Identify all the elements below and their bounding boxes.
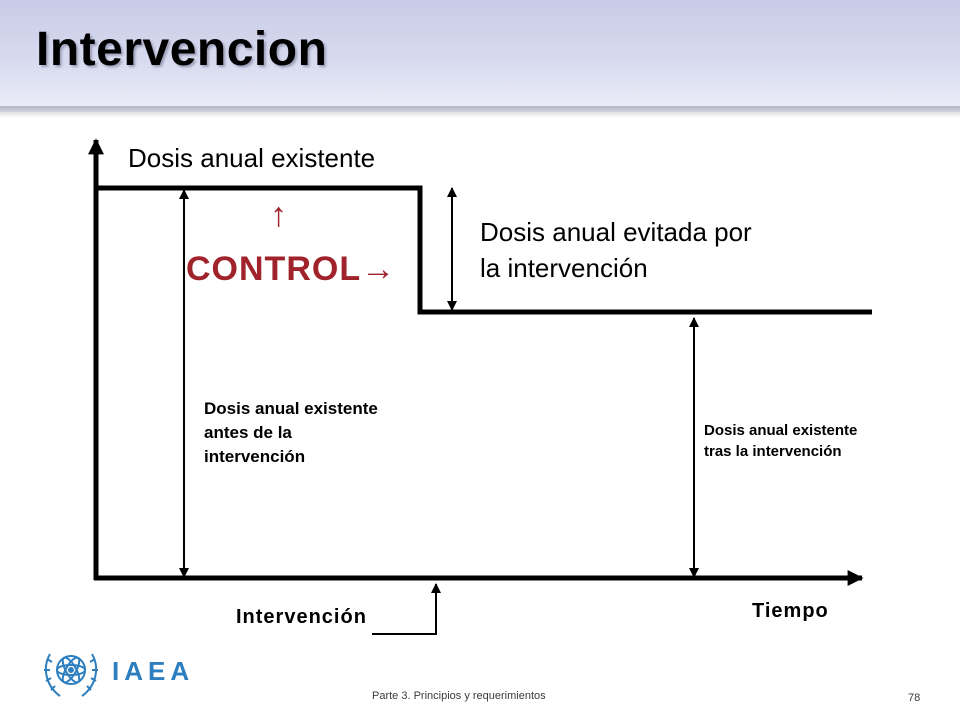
intervention-label: Intervención	[236, 606, 367, 628]
avoided-dose-line2: la intervención	[480, 253, 648, 283]
page-number: 78	[908, 692, 921, 704]
before-dose-label	[204, 397, 378, 469]
existing-dose-label: Dosis anual existente	[128, 143, 376, 173]
control-label-group	[186, 250, 396, 289]
after-dose-label	[704, 420, 857, 462]
slide-title: Intervencion	[36, 23, 328, 76]
before-dose-line3: intervención	[204, 447, 306, 466]
after-dose-line1: Dosis anual existente	[704, 422, 858, 439]
avoided-dose-line1: Dosis anual evitada por	[480, 217, 752, 247]
control-right-arrow: →	[361, 250, 397, 288]
time-axis-label: Tiempo	[752, 600, 829, 622]
before-dose-line2: antes de la	[204, 423, 292, 442]
intervention-pointer	[372, 584, 436, 634]
iaea-logo-text: IAEA	[112, 656, 195, 686]
avoided-dose-label	[480, 214, 752, 286]
footer-text: Parte 3. Principios y requerimientos	[372, 690, 546, 702]
after-dose-line2: tras la intervención	[704, 443, 842, 460]
control-label: CONTROL	[186, 250, 362, 288]
iaea-emblem-icon	[38, 640, 104, 706]
control-up-arrow: ↑	[270, 196, 287, 234]
before-dose-line1: Dosis anual existente	[204, 399, 378, 418]
